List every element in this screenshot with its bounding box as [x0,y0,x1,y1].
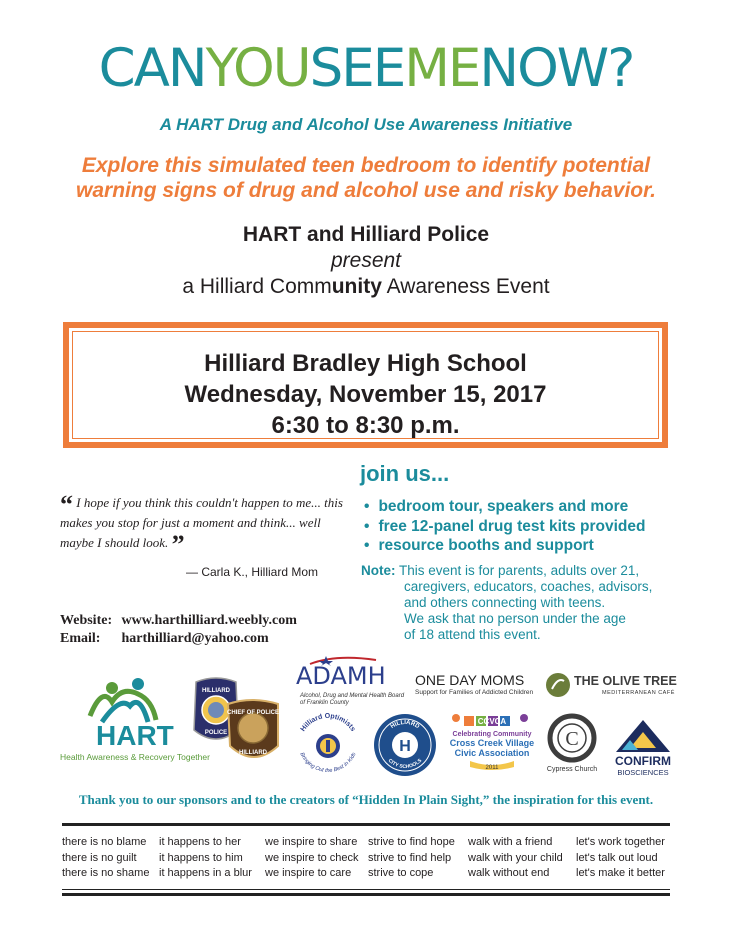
adamh-logo [296,652,408,714]
quote-close-mark: ” [171,530,185,559]
slogan: there is no blame [62,836,147,848]
slogan-column [468,835,563,882]
quote-open-mark: “ [60,490,73,519]
divider-top [62,823,670,826]
police-badge-2-bottom-text: HILLIARD [239,750,267,756]
slogan-column [368,835,455,882]
website-label: Website: [60,613,113,628]
olive-tree-logo [544,671,677,701]
event-type-a: a Hilliard Comm [182,275,332,298]
event-box-inner [72,331,659,439]
cccva-line3: Civic Association [454,748,530,758]
slogan: we inspire to care [265,867,352,879]
note-line [361,563,681,579]
event-time: 6:30 to 8:30 p.m. [271,412,460,439]
join-title: join us... [360,461,450,486]
hilliard-police-logo [192,674,284,768]
divider-bottom [62,893,670,896]
cccva-line2: Cross Creek Village [449,738,535,748]
slogan: let's make it better [576,867,665,879]
slogan: we inspire to check [265,851,359,864]
slogan: there is no shame [62,867,150,879]
hilliard-optimists-logo [292,712,364,774]
hcs-top-text: HILLIARD [389,719,421,731]
olive-tree-icon [544,671,572,699]
slogan: strive to cope [368,867,434,879]
police-badge-top-text: HILLIARD [202,688,230,694]
slogan: it happens to him [159,851,243,864]
slogan: let's talk out loud [576,851,658,864]
campaign-title [0,38,732,100]
cross-creek-village-logo [444,712,540,778]
cccva-year: 2011 [485,765,499,771]
cccva-line1: Celebrating Community [452,731,532,738]
title-part-now: NOW? [479,38,634,99]
website-link[interactable]: www.harthilliard.weebly.com [121,613,297,628]
adamh-tagline: Alcohol, Drug and Mental Health Board of Franklin County [300,693,405,706]
presenters-block [0,222,732,300]
slogan-column [159,835,252,882]
title-part-can: CAN [98,38,206,99]
join-item: • free 12-panel drug test kits provided [364,517,645,537]
present-word: present [330,249,402,272]
one-day-moms-wordmark: ONE DAY MOMS [415,672,525,688]
svg-text:Hilliard Optimists [300,713,357,733]
confirm-triangle-icon [610,716,676,754]
event-type-unity: unity [331,275,382,298]
event-type-line [0,274,732,300]
cypress-letter-icon: C [565,728,579,750]
adamh-wordmark: ADAMH [296,662,386,690]
optimists-bottom-text: Bringing Out the Best in Kids [298,751,358,774]
optimists-emblem-icon [292,712,364,774]
join-list [364,497,645,556]
olive-tree-wordmark: THE OLIVE TREE [574,674,677,688]
police-badge-2-top-text: CHIEF OF POLICE [226,710,280,716]
note-line: and others connecting with teens. [404,595,606,610]
cccva-badge-text: CCVCA [477,717,507,726]
slogan: it happens in a blur [159,867,252,879]
title-part-you: YOU [205,38,310,99]
confirm-tagline: BIOSCIENCES [617,768,669,777]
one-day-moms-logo [415,672,537,700]
slogan: strive to find hope [368,836,455,848]
event-type-c: Awareness Event [381,275,550,298]
quote-author: — Carla K., Hilliard Mom [186,565,319,579]
optimists-top-text: Hilliard Optimists [299,712,357,733]
title-part-me: ME [404,38,480,99]
police-badges-icon [192,674,284,768]
testimonial-quote [60,490,350,559]
hart-tagline: Health Awareness & Recovery Together [60,752,210,762]
cccva-houses-icon [444,712,540,730]
slogan: walk without end [468,867,550,879]
join-item: • bedroom tour, speakers and more [364,497,645,517]
title-part-see: SEE [309,38,405,99]
slogan: there is no guilt [62,851,137,864]
slogan-column [576,835,665,882]
police-badge-bottom-text: POLICE [204,730,228,736]
note-line: We ask that no person under the age [404,611,626,626]
slogan-column [265,835,359,882]
slogan: it happens to her [159,836,241,848]
olive-tree-tagline: MEDITERRANEAN CAFÉ [602,690,675,696]
note-line-text: This event is for parents, adults over 21, [399,563,640,578]
confirm-wordmark: CONFIRM [615,754,671,768]
contact-info [60,612,297,648]
email-label: Email: [60,631,101,646]
slogan: walk with your child [468,851,563,864]
cypress-church-logo [544,712,600,778]
hcs-emblem-icon [372,712,438,778]
slogan: we inspire to share [265,836,358,848]
subtitle: A HART Drug and Alcohol Use Awareness Initiative [159,115,573,134]
note-line: of 18 attend this event. [404,627,541,642]
hilliard-city-schools-logo [372,712,438,778]
slogan: let's work together [576,836,665,848]
event-note [361,563,681,643]
hart-wordmark: HART [96,720,174,751]
slogan: walk with a friend [468,836,553,848]
one-day-moms-tagline: Support for Families of Addicted Children [415,689,534,696]
slogan-column [62,835,149,882]
join-item: • resource booths and support [364,536,645,556]
event-box [63,322,668,448]
hcs-letter-icon: H [399,738,411,755]
cypress-wordmark: Cypress Church [546,766,598,773]
note-line: caregivers, educators, coaches, advisors, [404,579,653,594]
event-venue: Hilliard Bradley High School [204,350,527,377]
explore-text: Explore this simulated teen bedroom to identify potential warning signs of drug and alcohol use and risky behavior. [76,154,656,202]
quote-text: I hope if you think this couldn't happen to me... this makes you stop for just a moment and think... well maybe I should look. [60,495,343,550]
cccva-ribbon-icon [444,759,540,771]
confirm-biosciences-logo [610,716,676,782]
email-link[interactable]: harthilliard@yahoo.com [121,631,269,646]
divider-bottom-thin [62,889,670,890]
hcs-bottom-text: CITY SCHOOLS [386,757,424,771]
slogan: strive to find help [368,851,452,864]
event-date: Wednesday, November 15, 2017 [184,381,547,408]
note-label: Note: [361,563,396,578]
cypress-c-icon [544,712,600,764]
presenters-line: HART and Hilliard Police [242,223,490,246]
sponsor-thanks: Thank you to our sponsors and to the creators of “Hidden In Plain Sight,” the inspiration for this event. [78,792,654,807]
